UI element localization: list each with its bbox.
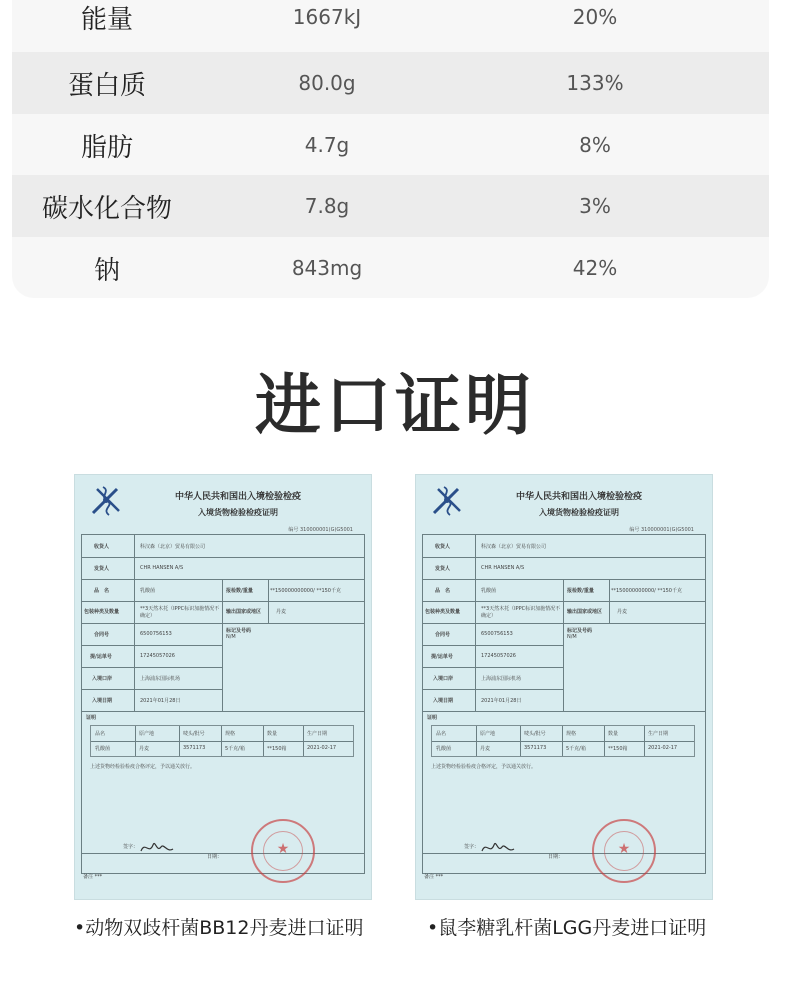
goods-cell: 丹麦 <box>480 746 491 752</box>
signature-icon <box>480 837 516 857</box>
goods-header: 规格 <box>566 731 577 737</box>
goods-table <box>90 725 354 757</box>
signature-label: 签字： <box>464 844 480 850</box>
nutrient-value: 1667kJ <box>292 5 362 29</box>
remark-value: *** <box>435 874 444 880</box>
goods-cell: 乳酸菌 <box>436 746 452 752</box>
declared-label: 报检数/重量 <box>567 588 594 594</box>
port-value: 上海浦东国际机场 <box>481 676 522 682</box>
certificate-title: 中华人民共和国出入境检验检疫 <box>515 492 642 502</box>
consignor-label: 发货人 <box>94 566 110 572</box>
goods-cell: 丹麦 <box>139 746 150 752</box>
signature-icon <box>139 837 175 857</box>
entry-date-label: 入境日期 <box>92 698 113 704</box>
certificate-image-bb12 <box>74 474 372 900</box>
nutrient-name: 蛋白质 <box>67 70 146 101</box>
consignee-label: 收货人 <box>94 544 110 550</box>
consignor-value: CHR HANSEN A/S <box>481 565 525 571</box>
conclusion-text: 上述货物经检验检疫合格评定，予以通关放行。 <box>90 764 196 770</box>
product-label: 品 名 <box>94 588 110 594</box>
port-label: 入境口岸 <box>433 676 454 682</box>
nutrient-value: 843mg <box>291 256 363 280</box>
certificate-subtitle: 入境货物检验检疫证明 <box>198 508 278 517</box>
caption-lgg: •鼠李糖乳杆菌LGG丹麦进口证明 <box>427 917 707 939</box>
certificate-number <box>629 526 694 533</box>
sign-date-label: 日期： <box>207 854 223 860</box>
certificate-subtitle: 入境货物检验检疫证明 <box>539 508 619 517</box>
nutrition-row-protein <box>12 52 769 114</box>
origin-label: 输出国家或地区 <box>567 609 603 615</box>
bill-value: 17245057026 <box>481 653 516 659</box>
nutrient-name: 钠 <box>93 255 120 286</box>
goods-header: 生产日期 <box>648 731 669 737</box>
consignee-value: 科汉森（北京）贸易有限公司 <box>481 544 547 550</box>
section-title: 进口证明 <box>255 367 535 444</box>
proof-label: 证明 <box>86 715 97 721</box>
goods-cell: **150箱 <box>608 746 628 752</box>
consignee-label: 收货人 <box>435 544 451 550</box>
nutrient-name: 碳水化合物 <box>41 193 172 224</box>
declared-label: 报检数/重量 <box>226 588 253 594</box>
nutrient-value: 4.7g <box>304 133 350 157</box>
bill-label: 提/运单号 <box>431 654 453 660</box>
marks-label: 标记及号码 <box>226 628 252 634</box>
packing-value: **3天然木托（IPPC标识加施情况不确定） <box>140 606 220 619</box>
consignee-value: 科汉森（北京）贸易有限公司 <box>140 544 206 550</box>
consignor-label: 发货人 <box>435 566 451 572</box>
nutrient-nrv: 42% <box>572 256 618 280</box>
packing-value: **3天然木托（IPPC标识加施情况不确定） <box>481 606 561 619</box>
remark <box>424 873 443 880</box>
remark-label: 备注 <box>424 874 435 880</box>
certificate-number <box>288 526 353 533</box>
port-value: 上海浦东国际机场 <box>140 676 181 682</box>
goods-cell: 乳酸菌 <box>95 746 111 752</box>
goods-cell: 3571173 <box>524 745 547 751</box>
goods-header: 唛头/批号 <box>524 731 546 737</box>
origin-value: 丹麦 <box>276 609 287 615</box>
nutrition-row-sodium <box>12 237 769 298</box>
certificate-number-value: 310000001(G)G5001 <box>640 527 694 533</box>
goods-cell: 2021-02-17 <box>307 745 337 751</box>
entry-date-value: 2021年01月28日 <box>481 698 522 704</box>
goods-header: 品名 <box>436 731 447 737</box>
remark-value: *** <box>94 874 103 880</box>
goods-header: 数量 <box>608 731 619 737</box>
goods-header: 原产地 <box>480 731 496 737</box>
remark-label: 备注 <box>83 874 94 880</box>
nutrition-row-carbohydrate <box>12 175 769 237</box>
marks-value: N/M <box>226 634 236 640</box>
goods-header: 唛头/批号 <box>183 731 205 737</box>
conclusion-text: 上述货物经检验检疫合格评定，予以通关放行。 <box>431 764 537 770</box>
certificate-image-lgg <box>415 474 713 900</box>
nutrition-table <box>12 0 769 298</box>
bill-label: 提/运单号 <box>90 654 112 660</box>
remark <box>83 873 102 880</box>
contract-label: 合同号 <box>435 632 451 638</box>
entry-date-label: 入境日期 <box>433 698 454 704</box>
caption-bb12: •动物双歧杆菌BB12丹麦进口证明 <box>74 917 364 939</box>
product-value: 乳酸菌 <box>481 588 497 594</box>
nutrient-nrv: 8% <box>579 133 611 157</box>
official-seal-icon: ★ <box>592 819 656 883</box>
port-label: 入境口岸 <box>92 676 113 682</box>
goods-header: 品名 <box>95 731 106 737</box>
declared-value: **150000000000/ **150千克 <box>611 588 682 594</box>
packing-label: 包装种类及数量 <box>425 609 461 615</box>
contract-label: 合同号 <box>94 632 110 638</box>
origin-label: 输出国家或地区 <box>226 609 262 615</box>
goods-header: 生产日期 <box>307 731 328 737</box>
nutrient-nrv: 20% <box>572 5 618 29</box>
consignor-value: CHR HANSEN A/S <box>140 565 184 571</box>
goods-header: 数量 <box>267 731 278 737</box>
goods-cell: 3571173 <box>183 745 206 751</box>
goods-cell: 2021-02-17 <box>648 745 678 751</box>
goods-header: 原产地 <box>139 731 155 737</box>
goods-cell: 5千克/箱 <box>225 746 245 752</box>
certificate-number-value: 310000001(G)G5001 <box>299 527 353 533</box>
certificate-title: 中华人民共和国出入境检验检疫 <box>174 492 301 502</box>
certificate-form <box>422 534 706 874</box>
contract-value: 6500756153 <box>481 631 513 637</box>
nutrient-value: 7.8g <box>304 194 350 218</box>
origin-value: 丹麦 <box>617 609 628 615</box>
bill-value: 17245057026 <box>140 653 175 659</box>
sign-date-label: 日期： <box>548 854 564 860</box>
nutrient-nrv: 133% <box>566 71 624 95</box>
product-value: 乳酸菌 <box>140 588 156 594</box>
contract-value: 6500756153 <box>140 631 172 637</box>
declared-value: **150000000000/ **150千克 <box>270 588 341 594</box>
entry-date-value: 2021年01月28日 <box>140 698 181 704</box>
product-label: 品 名 <box>435 588 451 594</box>
certificate-form <box>81 534 365 874</box>
packing-label: 包装种类及数量 <box>84 609 120 615</box>
goods-cell: **150箱 <box>267 746 287 752</box>
nutrient-value: 80.0g <box>298 71 356 95</box>
goods-header: 规格 <box>225 731 236 737</box>
signature-label: 签字： <box>123 844 139 850</box>
nutrient-nrv: 3% <box>579 194 611 218</box>
proof-label: 证明 <box>427 715 438 721</box>
nutrient-name: 能量 <box>80 4 133 35</box>
marks-value: N/M <box>567 634 577 640</box>
official-seal-icon: ★ <box>251 819 315 883</box>
nutrition-row-fat <box>12 114 769 176</box>
certificate-number-label: 编号 <box>629 527 640 533</box>
goods-table <box>431 725 695 757</box>
nutrition-row-energy <box>12 0 769 48</box>
marks-label: 标记及号码 <box>567 628 593 634</box>
nutrient-name: 脂肪 <box>80 132 133 163</box>
goods-cell: 5千克/箱 <box>566 746 586 752</box>
certificate-number-label: 编号 <box>288 527 299 533</box>
